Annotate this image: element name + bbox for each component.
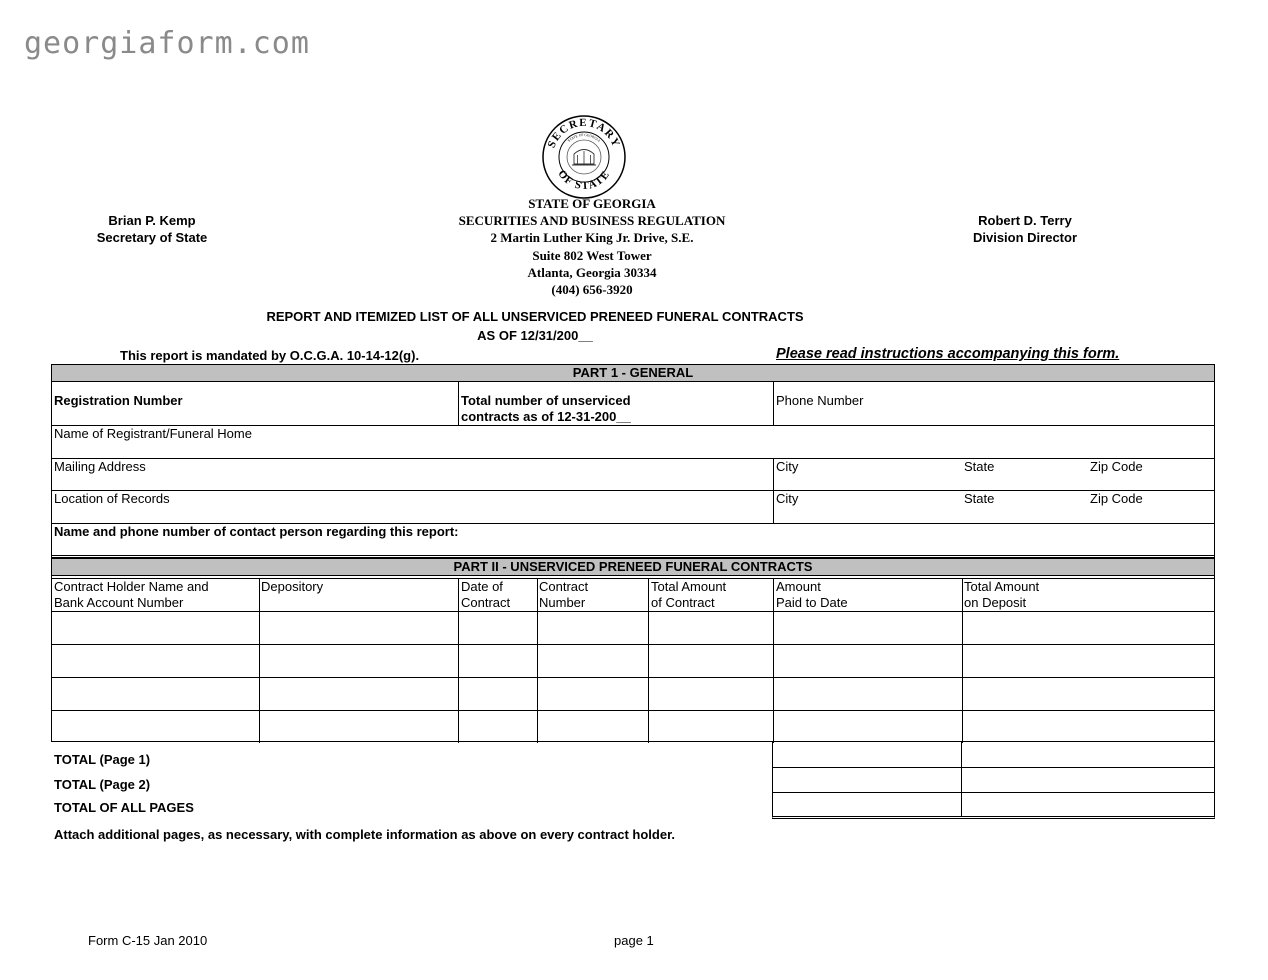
total-contracts-label-line2: contracts as of 12-31-200__ — [461, 409, 631, 424]
seal-bottom-text: OF STATE — [555, 167, 613, 193]
part2-heading: PART II - UNSERVICED PRENEED FUNERAL CONTRACTS — [52, 558, 1214, 576]
agency-city: Atlanta, Georgia 30334 — [527, 264, 657, 280]
total-page1-label: TOTAL (Page 1) — [54, 752, 151, 767]
agency-phone: (404) 656-3920 — [551, 282, 633, 298]
report-title-line2: AS OF 12/31/200__ — [477, 327, 593, 343]
col-date-line1: Date of — [461, 579, 503, 594]
col-total-amount-line1: Total Amount — [651, 579, 727, 594]
records-zip-label: Zip Code — [1090, 491, 1143, 506]
watermark-text: georgiaform.com — [24, 26, 310, 61]
director-name: Robert D. Terry — [978, 213, 1072, 228]
col-holder-line2: Bank Account Number — [54, 595, 184, 610]
secretary-name: Brian P. Kemp — [108, 213, 196, 228]
table-row — [52, 710, 1214, 711]
col-depository: Depository — [261, 579, 324, 594]
phone-number-label: Phone Number — [776, 393, 864, 408]
table-row — [52, 644, 1214, 645]
mailing-state-label: State — [964, 459, 995, 474]
col-holder-line1: Contract Holder Name and — [54, 579, 209, 594]
report-title — [150, 308, 920, 345]
agency-address-block — [392, 195, 792, 298]
mandate-note: This report is mandated by O.C.G.A. 10-14-12(g). — [120, 348, 420, 363]
form-id: Form C-15 Jan 2010 — [88, 933, 208, 948]
col-contract-number-line1: Contract — [539, 579, 589, 594]
secretary-of-state-seal — [541, 114, 627, 200]
page-number: page 1 — [614, 933, 654, 948]
agency-state: STATE OF GEORGIA — [528, 196, 656, 211]
registrant-name-label: Name of Registrant/Funeral Home — [54, 426, 252, 441]
table-row — [52, 611, 1214, 612]
total-all-pages-label: TOTAL OF ALL PAGES — [54, 800, 194, 815]
table-row — [52, 677, 1214, 678]
col-on-deposit-line1: Total Amount — [964, 579, 1040, 594]
director-block — [935, 212, 1115, 246]
total-contracts-label-line1: Total number of unserviced — [461, 393, 631, 408]
col-amount-paid-line1: Amount — [776, 579, 821, 594]
secretary-block — [62, 212, 242, 246]
records-state-label: State — [964, 491, 995, 506]
totals-grid — [772, 742, 1215, 819]
seal-top-text: SECRETARY — [545, 116, 623, 150]
records-city-label: City — [776, 491, 799, 506]
mailing-zip-label: Zip Code — [1090, 459, 1143, 474]
report-form — [51, 364, 1215, 742]
col-date-line2: Contract — [461, 595, 511, 610]
col-amount-paid-line2: Paid to Date — [776, 595, 848, 610]
agency-suite: Suite 802 West Tower — [532, 247, 652, 263]
total-page2-label: TOTAL (Page 2) — [54, 777, 151, 792]
registration-number-label: Registration Number — [54, 393, 183, 408]
instructions-note: Please read instructions accompanying this form. — [776, 346, 1120, 362]
part1-heading: PART 1 - GENERAL — [52, 365, 1214, 382]
secretary-title: Secretary of State — [96, 230, 208, 245]
mailing-city-label: City — [776, 459, 799, 474]
seal-inner-text: STATE OF GEORGIA — [566, 132, 602, 144]
agency-street: 2 Martin Luther King Jr. Drive, S.E. — [490, 230, 694, 246]
agency-division: SECURITIES AND BUSINESS REGULATION — [458, 213, 726, 229]
mailing-address-label: Mailing Address — [54, 459, 146, 474]
contact-person-label: Name and phone number of contact person regarding this report: — [54, 524, 459, 539]
svg-text:OF STATE — [555, 168, 612, 192]
col-on-deposit-line2: on Deposit — [964, 595, 1027, 610]
col-contract-number-line2: Number — [539, 595, 586, 610]
location-of-records-label: Location of Records — [54, 491, 170, 506]
report-title-line1: REPORT AND ITEMIZED LIST OF ALL UNSERVICED PRENEED FUNERAL CONTRACTS — [266, 309, 804, 324]
col-total-amount-line2: of Contract — [651, 595, 715, 610]
director-title: Division Director — [972, 230, 1078, 245]
attach-pages-note: Attach additional pages, as necessary, with complete information as above on every contract holder. — [54, 827, 676, 842]
